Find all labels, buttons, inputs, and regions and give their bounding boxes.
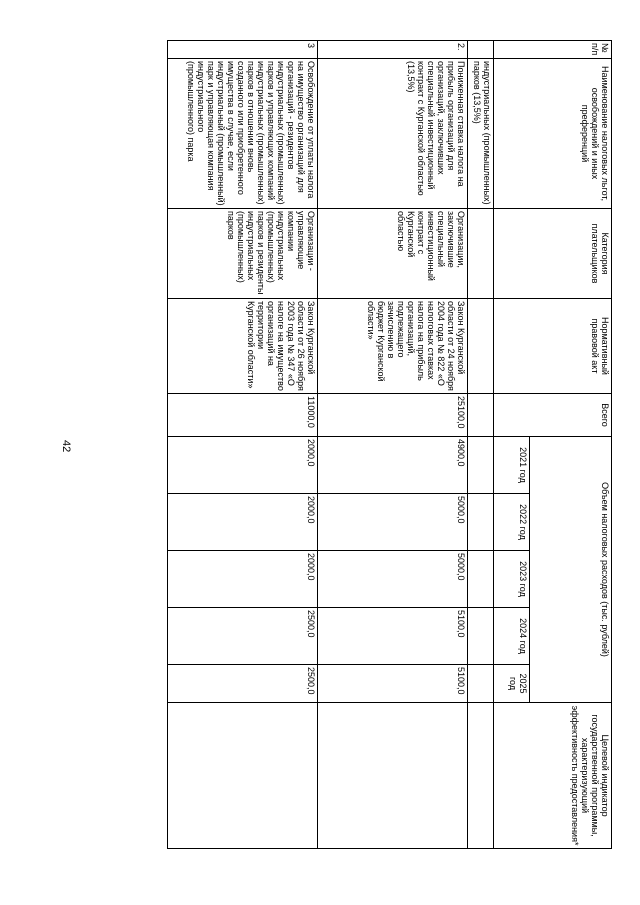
row-value-2024: 2500,0	[168, 608, 318, 665]
row-category: Организации, заключившие специальный инвестиционный контракт с Курганской областью	[318, 209, 468, 299]
header-row	[530, 41, 612, 849]
row-num: 3	[168, 41, 318, 59]
header-num: № п/п	[494, 41, 612, 59]
row-name: Пониженная ставка налога на прибыль организаций для организаций, заключивших специальный инвестиционный контракт с Курганской областью (13,5%)	[318, 59, 468, 209]
header-year-2025: 2025 год	[494, 665, 530, 703]
header-name: Наименование налоговых льгот, освобождений и иных преференций	[494, 59, 612, 209]
row-act	[468, 299, 494, 394]
table-row	[468, 41, 494, 849]
rotated-table-wrapper	[106, 40, 612, 848]
row-name: индустриальных (промышленных) парков (13,5%)	[468, 59, 494, 209]
row-value-2025: 5100,0	[318, 665, 468, 703]
row-value-2023	[468, 551, 494, 608]
row-act: Закон Курганской области от 24 ноября 2004 года № 822 «О налоговых ставках налога на прибыль организаций, подлежащего зачислению в бюджет Курганской области»	[318, 299, 468, 394]
row-indicator	[468, 703, 494, 849]
row-indicator	[318, 703, 468, 849]
table-row	[318, 41, 468, 849]
row-indicator	[168, 703, 318, 849]
header-volume: Объем налоговых расходов (тыс. рублей)	[530, 437, 612, 703]
page-number: 42	[60, 440, 72, 453]
row-value-2021: 2000,0	[168, 437, 318, 494]
tax-expenditures-table	[167, 40, 612, 849]
row-value-2025	[468, 665, 494, 703]
header-indicator: Целевой индикатор государственной программы, характеризующий эффективность предоставления*	[494, 703, 612, 849]
header-year-2023: 2023 год	[494, 551, 530, 608]
row-value-2021	[468, 437, 494, 494]
header-total: Всего	[494, 394, 612, 437]
header-category: Категория плательщиков	[494, 209, 612, 299]
row-value-2022: 2000,0	[168, 494, 318, 551]
row-category: Организации - управляющие компании индустриальных (промышленных) парков и резиденты индустриальных (промышленных) парков	[168, 209, 318, 299]
row-value-2022	[468, 494, 494, 551]
row-value-2021: 4900,0	[318, 437, 468, 494]
row-value-2024: 5100,0	[318, 608, 468, 665]
header-year-2022: 2022 год	[494, 494, 530, 551]
row-act: Закон Курганской области от 26 ноября 2003 года № 347 «О налоге на имущество организаций на территории Курганской области»	[168, 299, 318, 394]
row-value-2022: 5000,0	[318, 494, 468, 551]
row-value-2025: 2500,0	[168, 665, 318, 703]
row-value-2023: 2000,0	[168, 551, 318, 608]
row-name: Освобождение от уплаты налога на имущество организаций для организаций - резидентов индустриальных (промышленных) парков и управляющих компаний индустриальных (промышленных) парков в отношении вновь созданного или приобретенного имущества в случае, если индустриальный (промышленный) парк и управляющая компания индустриального (промышленного) парка	[168, 59, 318, 209]
row-total	[468, 394, 494, 437]
header-year-2024: 2024 год	[494, 608, 530, 665]
row-value-2023: 5000,0	[318, 551, 468, 608]
header-act: Нормативный правовой акт	[494, 299, 612, 394]
row-num: 2.	[318, 41, 468, 59]
row-value-2024	[468, 608, 494, 665]
header-year-2021: 2021 год	[494, 437, 530, 494]
row-category	[468, 209, 494, 299]
row-total: 25100,0	[318, 394, 468, 437]
table-row	[168, 41, 318, 849]
row-total: 11000,0	[168, 394, 318, 437]
row-num	[468, 41, 494, 59]
